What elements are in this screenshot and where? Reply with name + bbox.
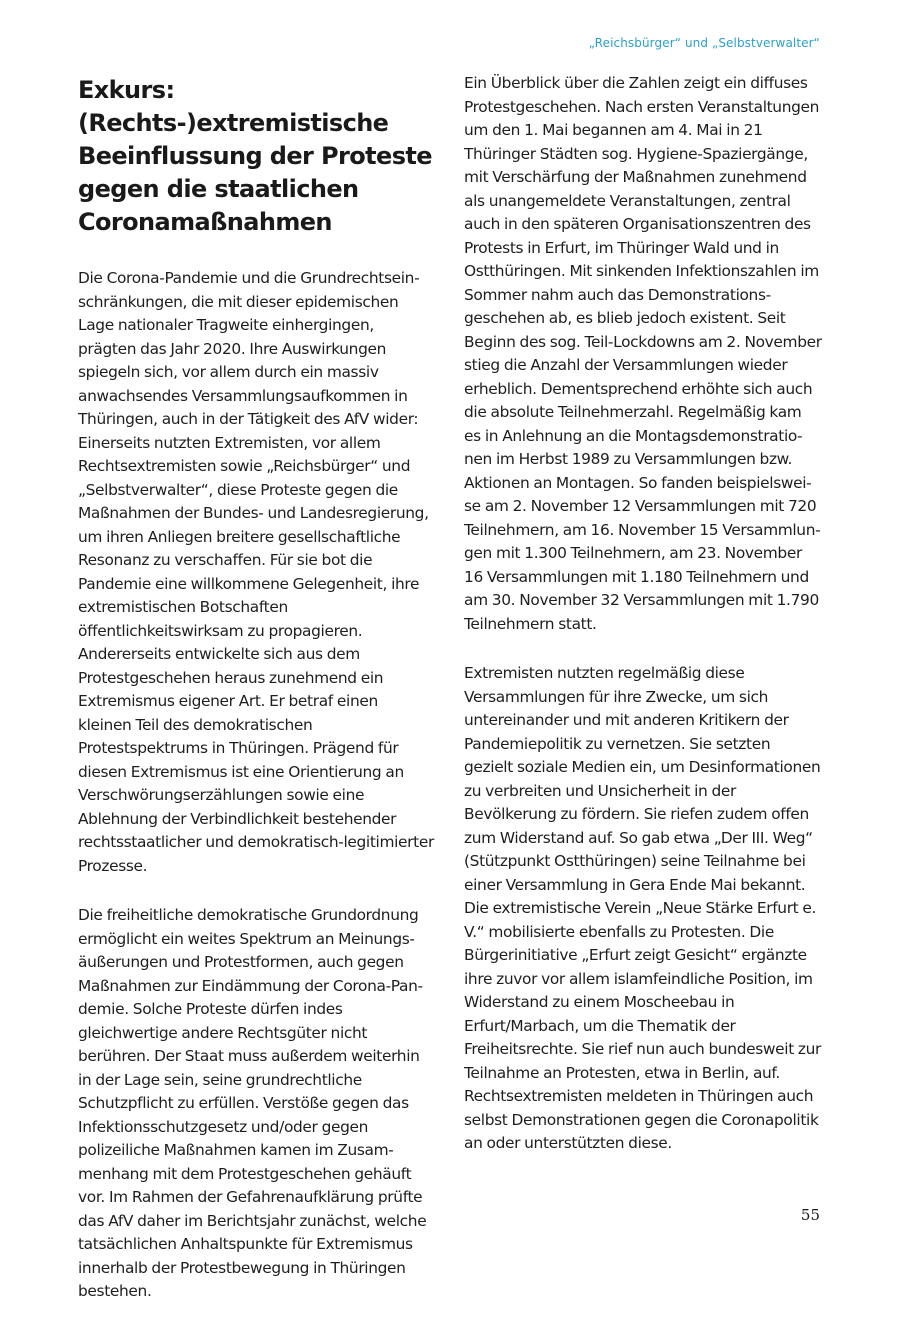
running-header: „Reichsbürger“ und „Selbstverwalter“ bbox=[588, 36, 820, 50]
body-paragraph: Ein Überblick über die Zahlen zeigt ein diffuses Protestgeschehen. Nach ersten Veranstaltungen um den 1. Mai begannen am 4. Mai in 21 Thüringer Städten sog. Hygiene-Spaziergänge, mit Verschärfung der Maßnahmen zunehmend als unangemeldete Veranstaltungen, zentral auch in den späteren Organisationszentren des Protests in Erfurt, im Thüringer Wald und in Ostthüringen. Mit sinkenden Infektionszahlen im Sommer nahm auch das Demonstrationsgeschehen ab, es blieb jedoch existent. Seit Beginn des sog. Teil-Lockdowns am 2. November stieg die Anzahl der Versammlungen wieder erheblich. Dementsprechend erhöhte sich auch die absolute Teilnehmerzahl. Regelmäßig kam es in Anlehnung an die Montagsdemonstrationen im Herbst 1989 zu Versammlungen bzw. Aktionen an Montagen. So fanden beispielsweise am 2. November 12 Versammlungen mit 720 Teilnehmern, am 16. November 15 Versammlungen mit 1.300 Teilnehmern, am 23. November 16 Versammlungen mit 1.180 Teilnehmern und am 30. November 32 Versammlungen mit 1.790 Teilnehmern statt. bbox=[464, 74, 822, 633]
body-paragraph: Extremisten nutzten regelmäßig diese Versammlungen für ihre Zwecke, um sich untereinander und mit anderen Kritikern der Pandemiepolitik zu vernetzen. Sie setzten gezielt soziale Medien ein, um Desinformationen zu verbreiten und Unsicherheit in der Bevölkerung zu fördern. Sie riefen zudem offen zum Widerstand auf. So gab etwa „Der III. Weg“ (Stützpunkt Ostthüringen) seine Teilnahme bei einer Versammlung in Gera Ende Mai bekannt. Die extremistische Verein „Neue Stärke Erfurt e. V.“ mobilisierte ebenfalls zu Protesten. Die Bürgerinitiative „Erfurt zeigt Gesicht“ ergänzte ihre zuvor vor allem islamfeindliche Position, im Widerstand zu einem Moscheebau in Erfurt/Marbach, um die Thematik der Freiheitsrechte. Sie rief nun auch bundesweit zur Teilnahme an Protesten, etwa in Berlin, auf. Rechtsextremisten meldeten in Thüringen auch selbst Demonstrationen gegen die Coronapolitik an oder unterstützten diese. bbox=[464, 664, 822, 1152]
section-heading: Exkurs: (Rechts-)extremistische Beeinflussung der Proteste gegen die staatlichen Coronamaßnahmen bbox=[78, 76, 432, 236]
left-column bbox=[78, 74, 434, 1330]
right-column bbox=[464, 74, 822, 1182]
page-number: 55 bbox=[800, 1206, 820, 1224]
body-paragraph: Die freiheitliche demokratische Grundordnung ermöglicht ein weites Spektrum an Meinungsäußerungen und Protestformen, auch gegen Maßnahmen zur Eindämmung der Corona-Pandemie. Solche Proteste dürfen indes gleichwertige andere Rechtsgüter nicht berühren. Der Staat muss außerdem weiterhin in der Lage sein, seine grundrechtliche Schutzpflicht zu erfüllen. Verstöße gegen das Infektionsschutzgesetz und/oder gegen polizeiliche Maßnahmen kamen im Zusammenhang mit dem Protestgeschehen gehäuft vor. Im Rahmen der Gefahrenaufklärung prüfte das AfV daher im Berichtsjahr zunächst, welche tatsächlichen Anhaltspunkte für Extremismus innerhalb der Protestbewegung in Thüringen bestehen. bbox=[78, 906, 427, 1300]
body-paragraph: Die Corona-Pandemie und die Grundrechtseinschränkungen, die mit dieser epidemischen Lage nationaler Tragweite einhergingen, prägten das Jahr 2020. Ihre Auswirkungen spiegeln sich, vor allem durch ein massiv anwachsendes Versammlungsaufkommen in Thüringen, auch in der Tätigkeit des AfV wider: Einerseits nutzten Extremisten, vor allem Rechtsextremisten sowie „Reichsbürger“ und „Selbstverwalter“, diese Proteste gegen die Maßnahmen der Bundes- und Landesregierung, um ihren Anliegen breitere gesellschaftliche Resonanz zu verschaffen. Für sie bot die Pandemie eine willkommene Gelegenheit, ihre extremistischen Botschaften öffentlichkeitswirksam zu propagieren. Andererseits entwickelte sich aus dem Protestgeschehen heraus zunehmend ein Extremismus eigener Art. Er betraf einen kleinen Teil des demokratischen Protestspektrums in Thüringen. Prägend für diesen Extremismus ist eine Orientierung an Verschwörungserzählungen sowie eine Ablehnung der Verbindlichkeit bestehender rechtsstaatlicher und demokratisch-legitimierter Prozesse. bbox=[78, 269, 434, 875]
